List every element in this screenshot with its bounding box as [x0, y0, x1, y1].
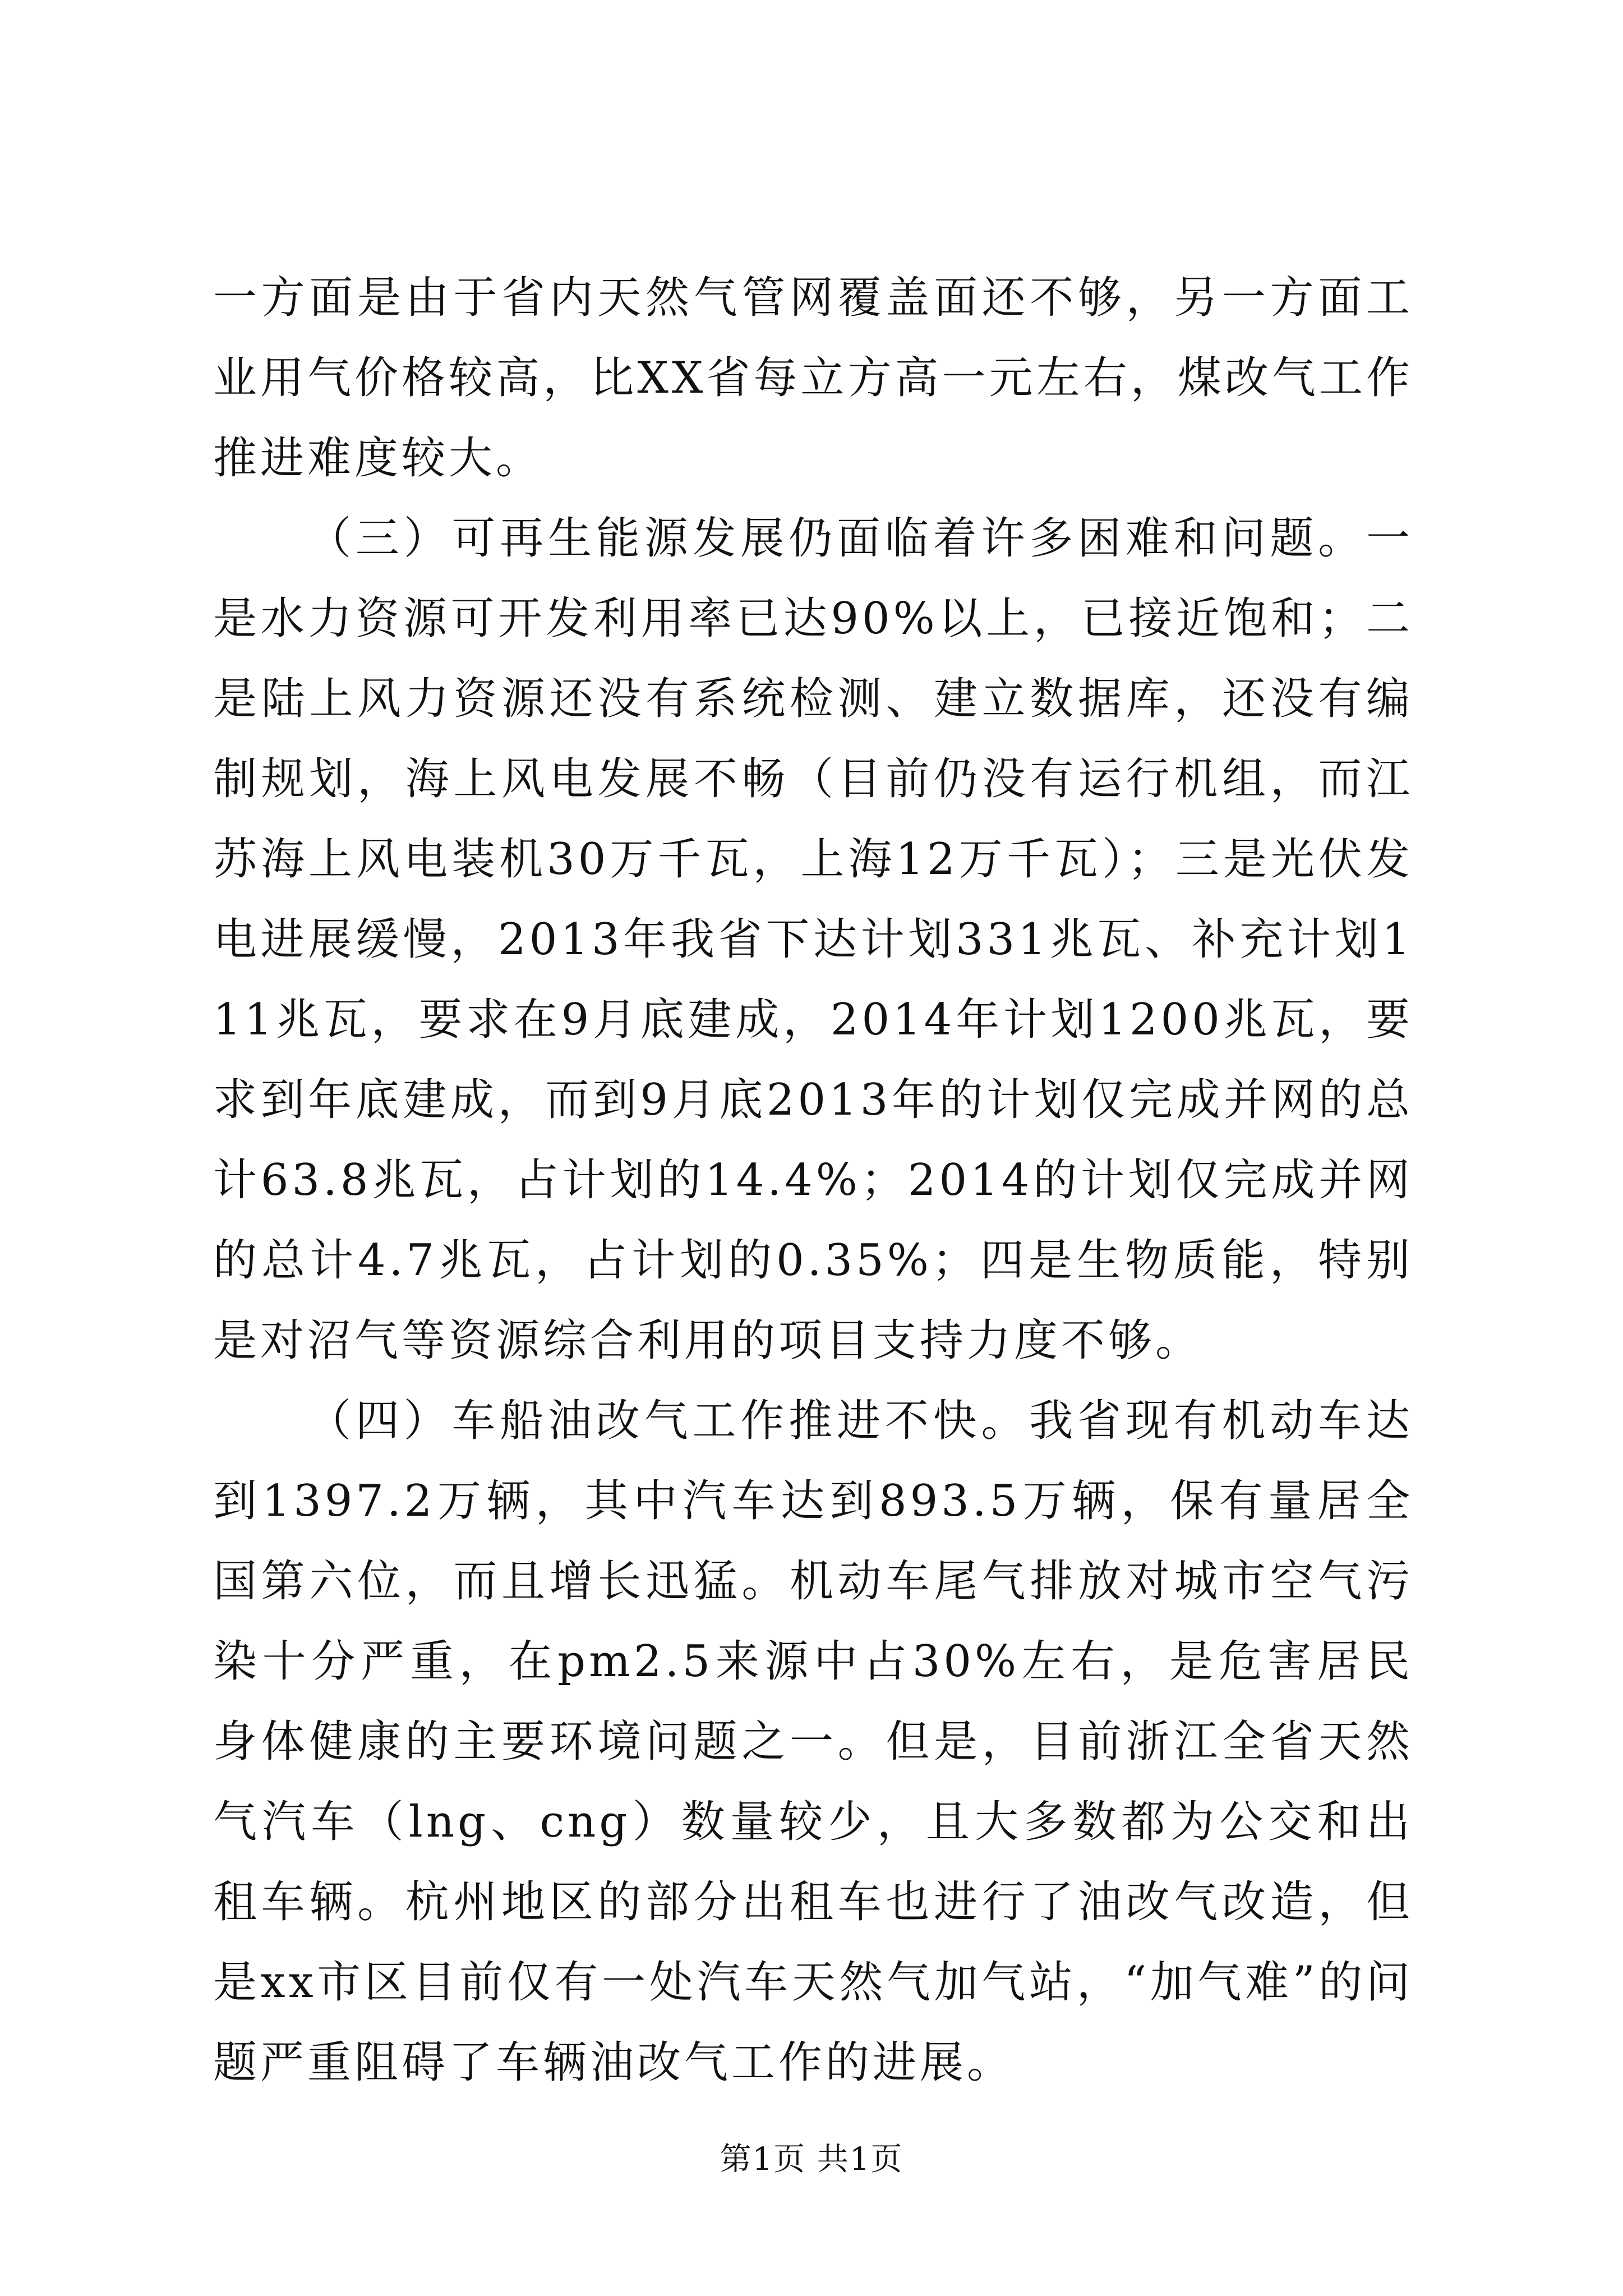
paragraph-vehicle-oil-to-gas: （四）车船油改气工作推进不快。我省现有机动车达到1397.2万辆，其中汽车达到893.5万辆，保有量居全国第六位，而且增长迅猛。机动车尾气排放对城市空气污染十分严重，在pm2.5来源中占30%左右，是危害居民身体健康的主要环境问题之一。但是，目前浙江全省天然气汽车（lng、cng）数量较少，且大多数都为公交和出租车辆。杭州地区的部分出租车也进行了油改气改造，但是xx市区目前仅有一处汽车天然气加气站，“加气难”的问题严重阻碍了车辆油改气工作的进展。 — [213, 1396, 1413, 2088]
paragraph-coal-to-gas: 一方面是由于省内天然气管网覆盖面还不够，另一方面工业用气价格较高，比XX省每立方高一元左右，煤改气工作推进难度较大。 — [213, 273, 1413, 484]
document-body — [213, 258, 1413, 2103]
page-footer: 第1页 共1页 — [720, 2141, 903, 2178]
paragraph-renewable-energy: （三）可再生能源发展仍面临着许多困难和问题。一是水力资源可开发利用率已达90%以上，已接近饱和；二是陆上风力资源还没有系统检测、建立数据库，还没有编制规划，海上风电发展不畅（目前仍没有运行机组，而江苏海上风电装机30万千瓦，上海12万千瓦）；三是光伏发电进展缓慢，2013年我省下达计划331兆瓦、补充计划111兆瓦，要求在9月底建成，2014年计划1200兆瓦，要求到年底建成，而到9月底2013年的计划仅完成并网的总计63.8兆瓦，占计划的14.4%；2014的计划仅完成并网的总计4.7兆瓦，占计划的0.35%；四是生物质能，特别是对沼气等资源综合利用的项目支持力度不够。 — [213, 513, 1413, 1366]
